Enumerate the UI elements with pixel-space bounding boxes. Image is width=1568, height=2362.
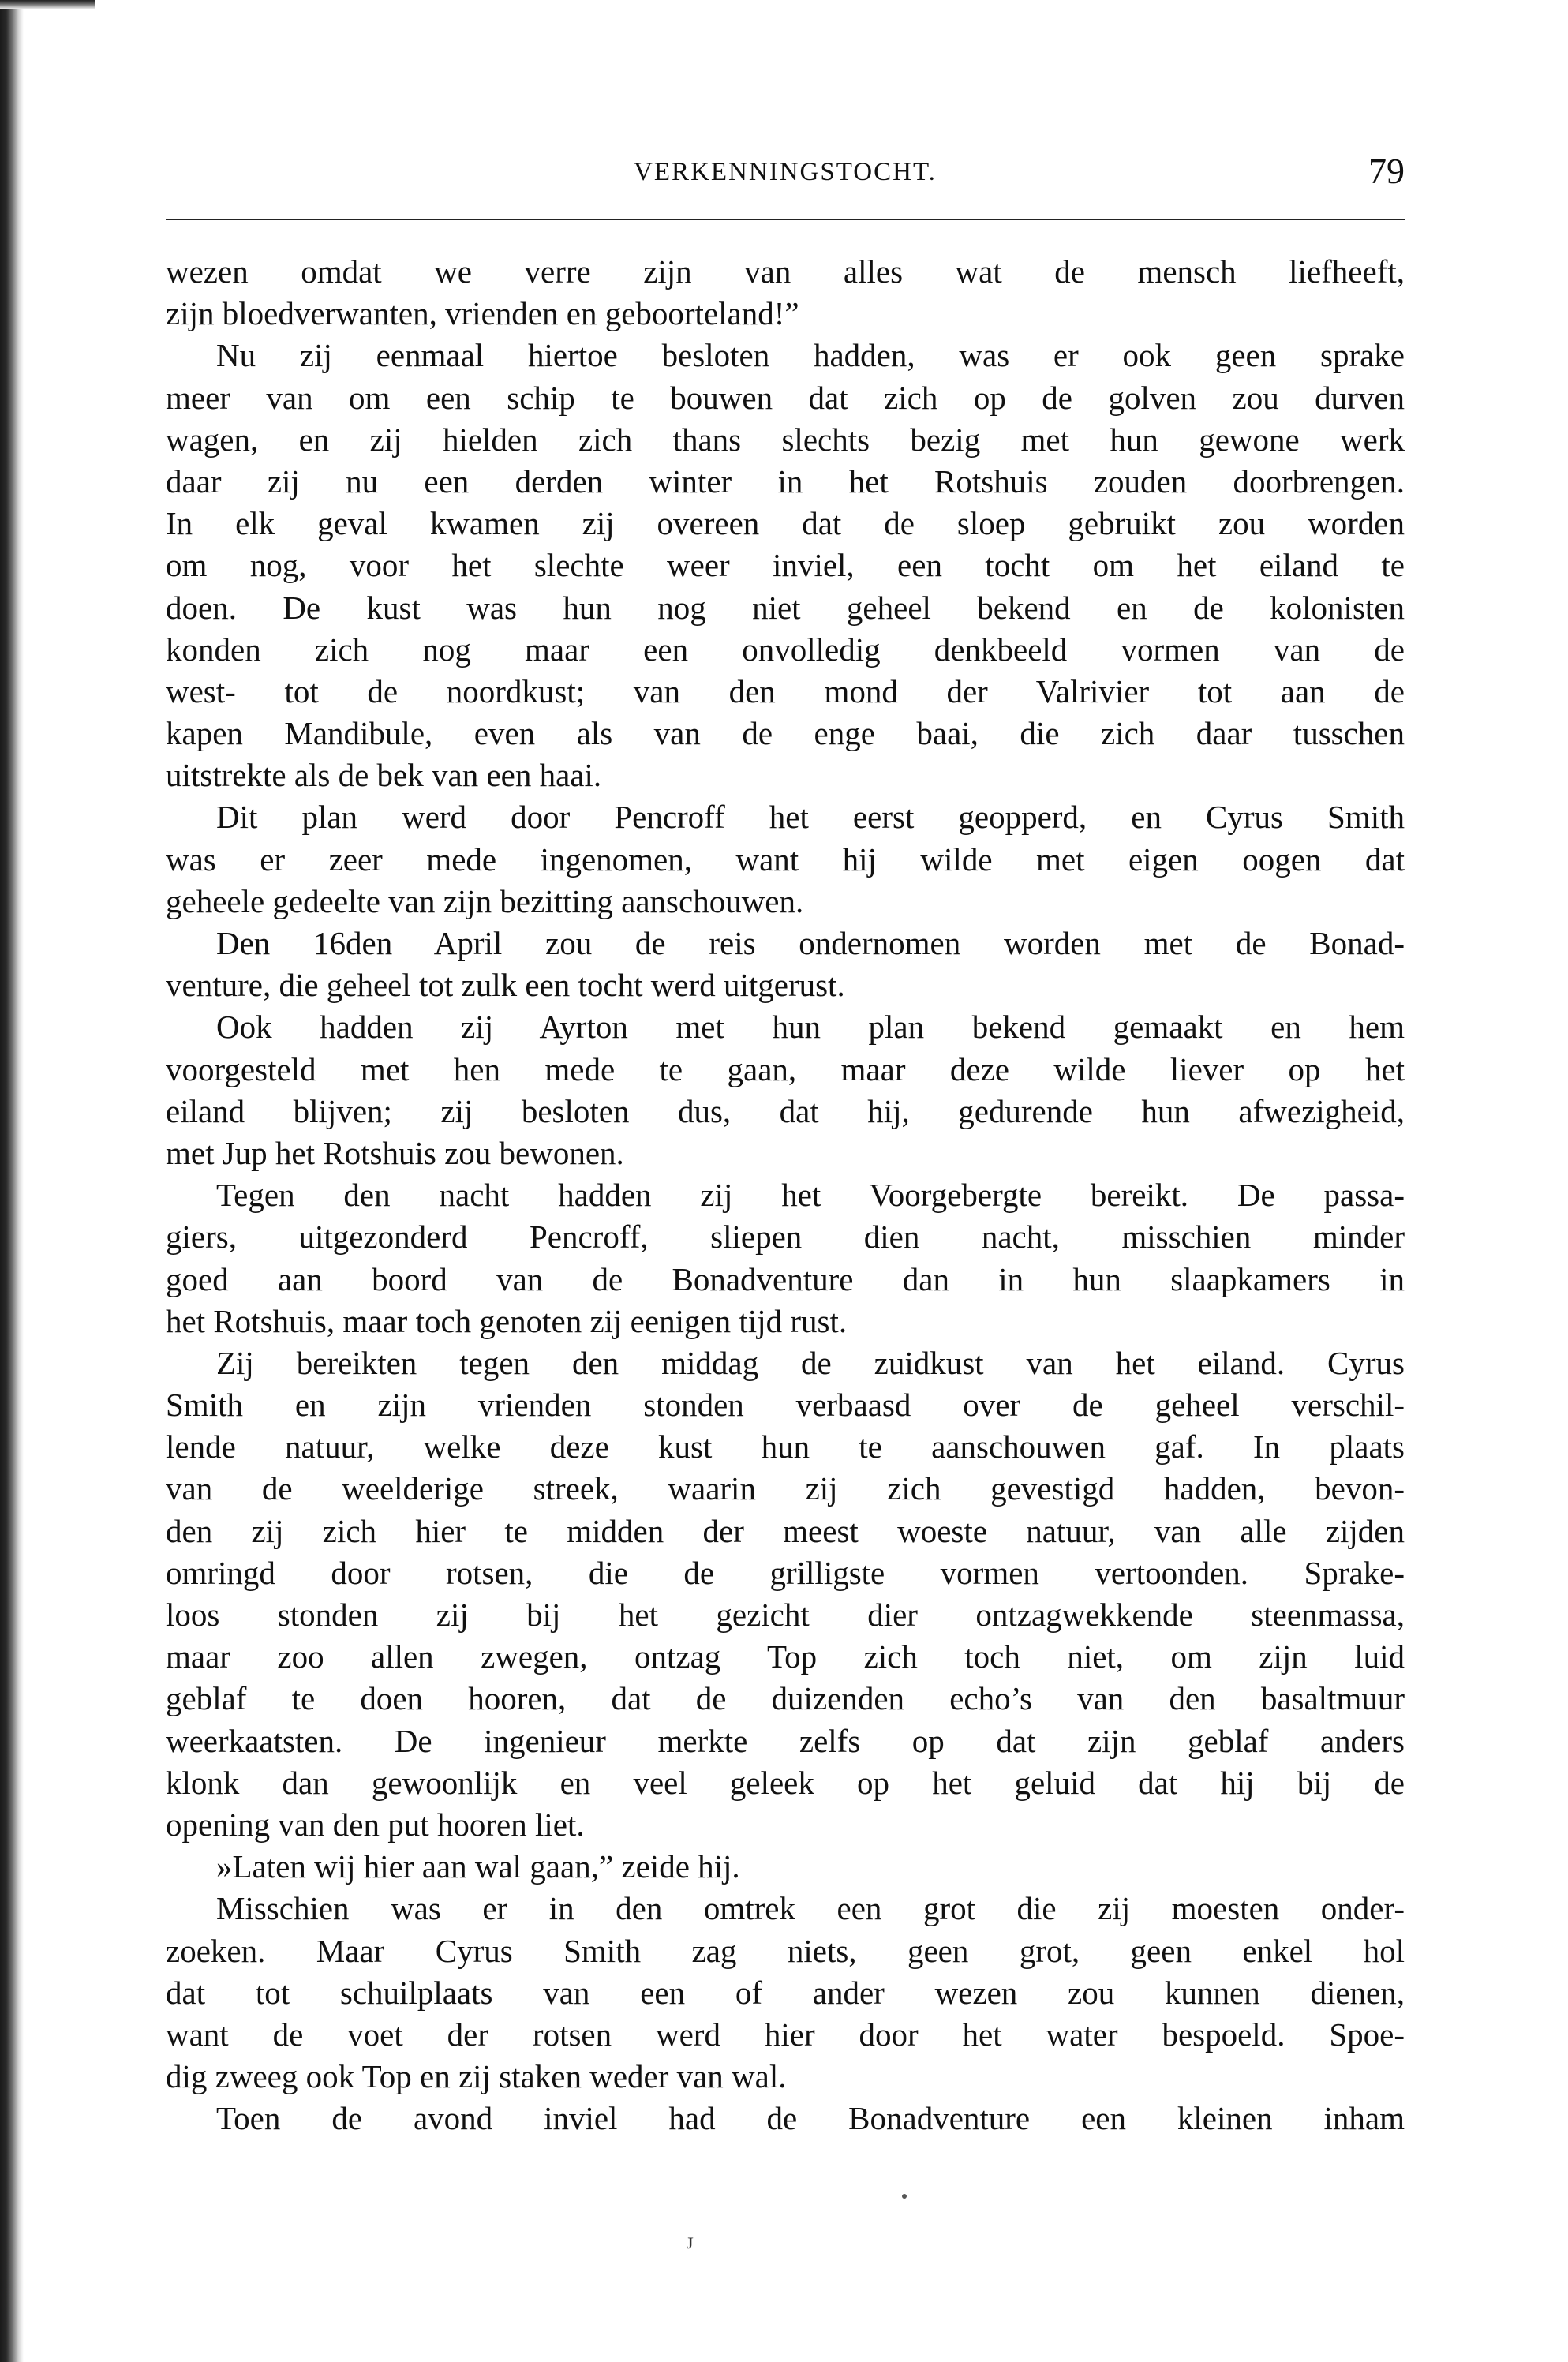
text-line: Dit plan werd door Pencroff het eerst geopperd, en Cyrus Smith: [216, 799, 1405, 836]
text-line: klonk dan gewoonlijk en veel geleek op het geluid dat hij bij de: [166, 1764, 1405, 1801]
text-line: uitstrekte als de bek van een haai.: [166, 757, 602, 794]
text-line: Den 16den April zou de reis ondernomen worden met de Bonad-: [216, 925, 1405, 961]
text-line: dig zweeg ook Top en zij staken weder van wal.: [166, 2058, 787, 2095]
text-line: Smith en zijn vrienden stonden verbaasd over de geheel verschil-: [166, 1387, 1405, 1424]
text-line: goed aan boord van de Bonadventure dan in hun slaapkamers in: [166, 1260, 1405, 1297]
print-speck: [902, 2194, 907, 2199]
text-line: den zij zich hier te midden der meest woeste natuur, van alle zijden: [166, 1512, 1405, 1549]
text-line: doen. De kust was hun nog niet geheel bekend en de kolonisten: [166, 589, 1405, 626]
text-line: dat tot schuilplaats van een of ander wezen zou kunnen dienen,: [166, 1974, 1405, 2011]
text-line: maar zoo allen zwegen, ontzag Top zich toch niet, om zijn luid: [166, 1638, 1405, 1675]
text-line: was er zeer mede ingenomen, want hij wilde met eigen oogen dat: [166, 840, 1405, 878]
running-title: VERKENNINGSTOCHT.: [634, 158, 937, 186]
page-top-edge: [0, 0, 95, 9]
text-line: zoeken. Maar Cyrus Smith zag niets, geen grot, geen enkel hol: [166, 1932, 1405, 1969]
text-line: met Jup het Rotshuis zou bewonen.: [166, 1134, 624, 1171]
text-line: wagen, en zij hielden zich thans slechts bezig met hun gewone werk: [166, 421, 1405, 458]
text-line: geheele gedeelte van zijn bezitting aanschouwen.: [166, 882, 804, 919]
text-line: voorgesteld met hen mede te gaan, maar deze wilde liever op het: [166, 1050, 1405, 1087]
text-line: wezen omdat we verre zijn van alles wat de mensch liefheeft,: [166, 253, 1405, 290]
body-text: [166, 251, 1405, 2139]
header-rule: [166, 219, 1405, 220]
text-line: In elk geval kwamen zij overeen dat de sloep gebruikt zou worden: [166, 505, 1405, 542]
text-line: Tegen den nacht hadden zij het Voorgebergte bereikt. De passa-: [216, 1177, 1405, 1214]
text-line: weerkaatsten. De ingenieur merkte zelfs op dat zijn geblaf anders: [166, 1722, 1405, 1759]
text-line: opening van den put hooren liet.: [166, 1806, 585, 1843]
text-line: loos stonden zij bij het gezicht dier ontzagwekkende steenmassa,: [166, 1597, 1405, 1633]
text-line: Misschien was er in den omtrek een grot die zij moesten onder-: [216, 1890, 1405, 1927]
text-line: om nog, voor het slechte weer inviel, een tocht om het eiland te: [166, 547, 1405, 584]
text-line: kapen Mandibule, even als van de enge baai, die zich daar tusschen: [166, 715, 1405, 752]
text-line: lende natuur, welke deze kust hun te aanschouwen gaf. In plaats: [166, 1428, 1405, 1465]
text-line: konden zich nog maar een onvolledig denkbeeld vormen van de: [166, 631, 1405, 668]
page-header: [166, 150, 1405, 205]
text-line: want de voet der rotsen werd hier door het water bespoeld. Spoe-: [166, 2016, 1405, 2053]
text-line: zijn bloedverwanten, vrienden en geboorteland!”: [166, 295, 799, 332]
text-line: Toen de avond inviel had de Bonadventure een kleinen inham: [216, 2100, 1405, 2137]
text-line: van de weelderige streek, waarin zij zich gevestigd hadden, bevon-: [166, 1470, 1405, 1507]
text-line: venture, die geheel tot zulk een tocht werd uitgerust.: [166, 967, 845, 1004]
page-number: 79: [1368, 151, 1405, 191]
text-line: eiland blijven; zij besloten dus, dat hij, gedurende hun afwezigheid,: [166, 1092, 1405, 1129]
text-line: meer van om een schip te bouwen dat zich op de golven zou durven: [166, 379, 1405, 416]
text-line: giers, uitgezonderd Pencroff, sliepen dien nacht, misschien minder: [166, 1218, 1405, 1256]
text-line: omringd door rotsen, die de grilligste vormen vertoonden. Sprake-: [166, 1554, 1405, 1591]
text-line: Nu zij eenmaal hiertoe besloten hadden, was er ook geen sprake: [216, 337, 1405, 374]
text-line: »Laten wij hier aan wal gaan,” zeide hij.: [216, 1848, 740, 1885]
text-line: Ook hadden zij Ayrton met hun plan bekend gemaakt en hem: [216, 1009, 1405, 1046]
text-line: Zij bereikten tegen den middag de zuidkust van het eiland. Cyrus: [216, 1344, 1405, 1381]
text-line: geblaf te doen hooren, dat de duizenden echo’s van den basaltmuur: [166, 1680, 1405, 1717]
signature-mark: ᴊ: [687, 2228, 694, 2254]
page-binding-edge: [0, 0, 24, 2362]
text-line: west- tot de noordkust; van den mond der Valrivier tot aan de: [166, 672, 1405, 709]
text-line: daar zij nu een derden winter in het Rotshuis zouden doorbrengen.: [166, 462, 1405, 500]
text-line: het Rotshuis, maar toch genoten zij eenigen tijd rust.: [166, 1302, 848, 1339]
